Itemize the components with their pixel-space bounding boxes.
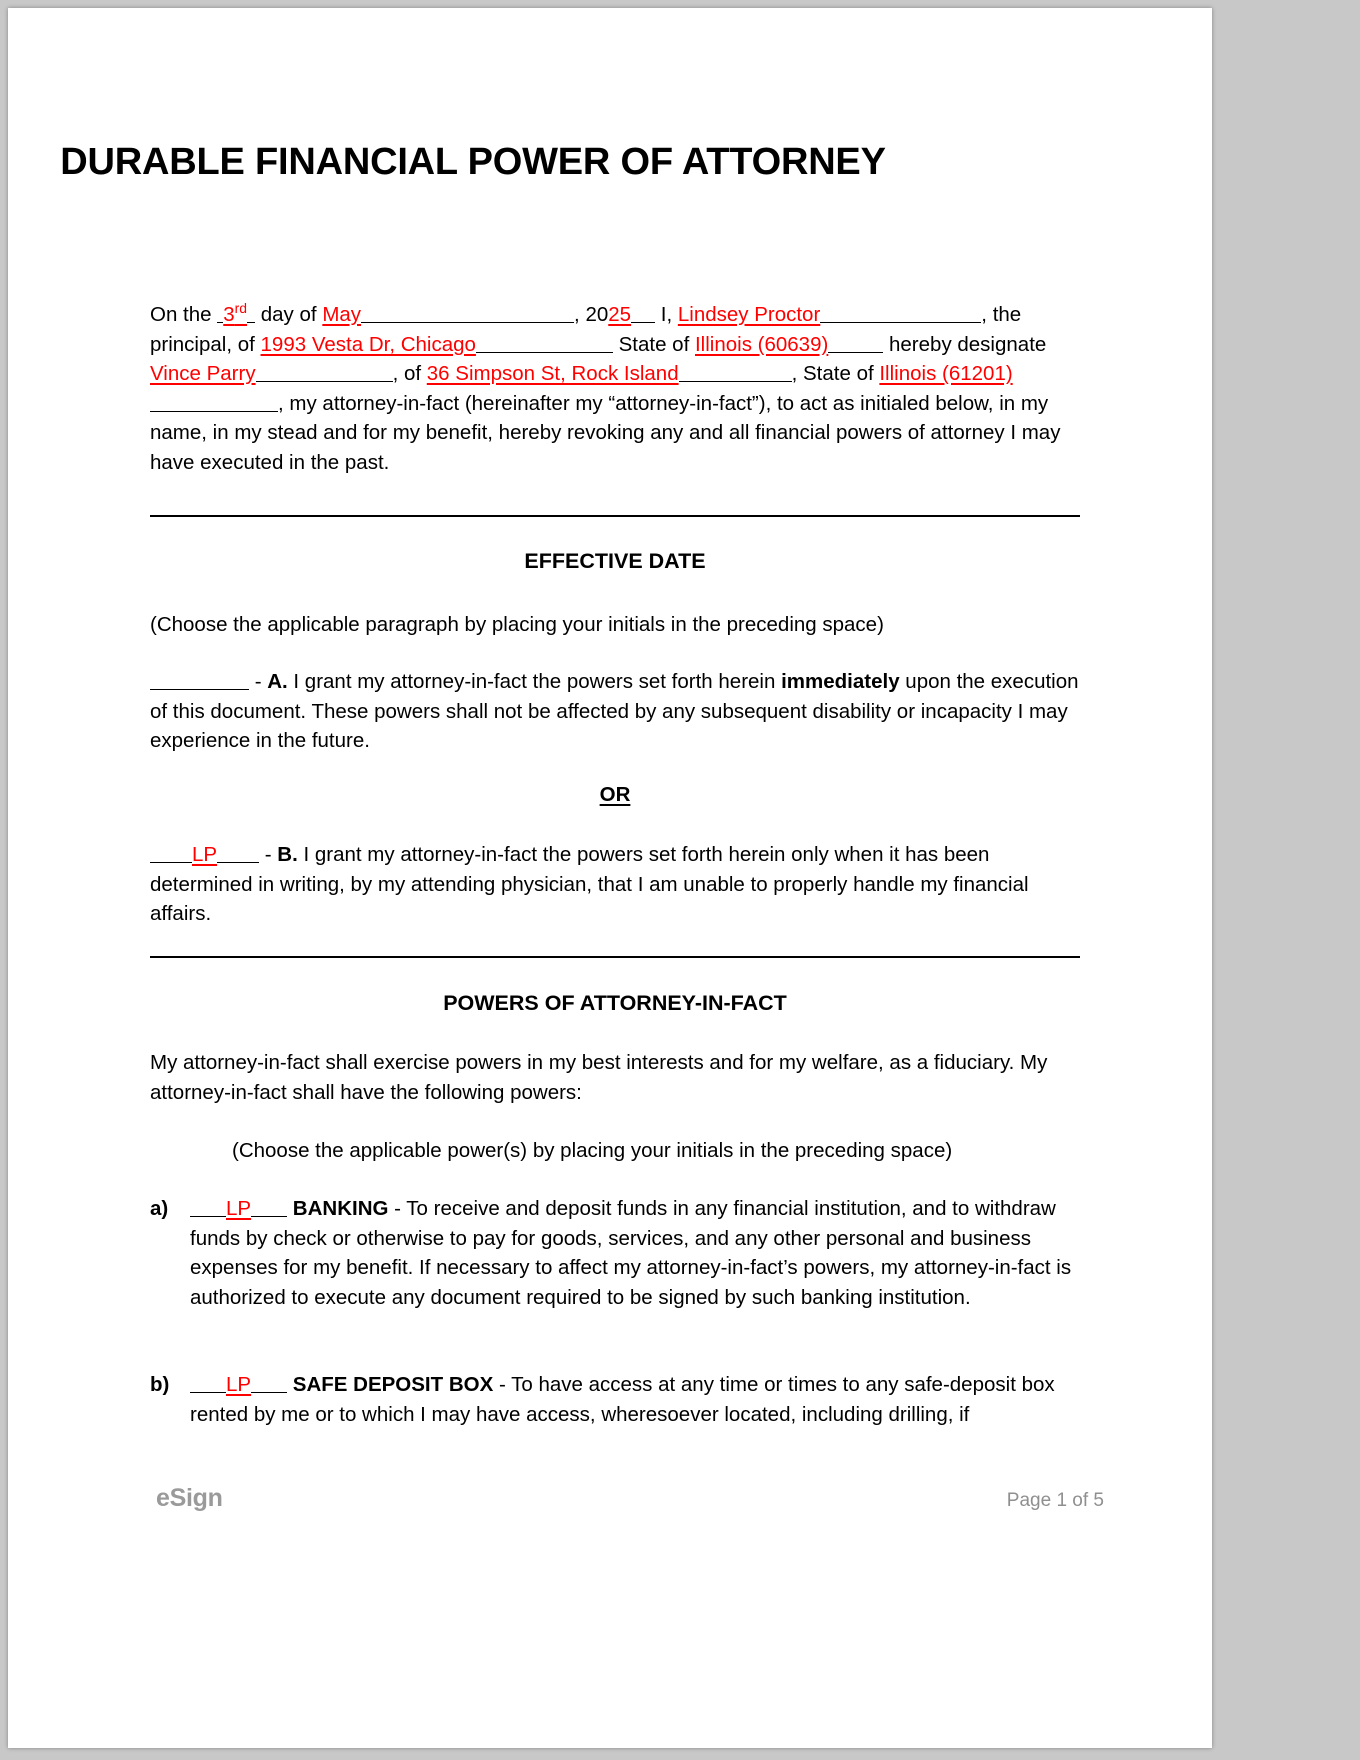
- month-field[interactable]: May: [322, 303, 362, 326]
- intro-text-5: , the principal, of: [150, 303, 1022, 356]
- option-b-label: B.: [277, 843, 298, 866]
- powers-instruction: (Choose the applicable power(s) by placing your initials in the preceding space): [232, 1139, 953, 1162]
- power-a-text: - To receive and deposit funds in any financial institution, and to withdraw funds by check or otherwise to pay for goods, services, and any other personal and business expenses for my benefit. If necessary to affect my attorney-in-fact’s powers, my attorney-in-fact is authorized to execute any document required to be signed by such banking institution.: [190, 1197, 1072, 1309]
- divider-1: [150, 515, 1080, 517]
- option-a-text-after: upon the execution of this document. These powers shall not be affected by any subsequent disability or incapacity I may experience in the future.: [150, 670, 1079, 752]
- day-ordinal-suffix: rd: [234, 300, 248, 317]
- year-field[interactable]: 25: [608, 303, 632, 326]
- power-a-body: [190, 1194, 1082, 1312]
- esign-logo: eSign: [156, 1484, 223, 1512]
- option-a-text-before: I grant my attorney-in-fact the powers set forth herein: [287, 670, 782, 693]
- power-b-body: [190, 1370, 1082, 1429]
- power-b-title: SAFE DEPOSIT BOX: [292, 1373, 494, 1396]
- option-a-label: A.: [267, 670, 288, 693]
- agent-name-field[interactable]: Vince Parry: [150, 362, 256, 385]
- power-b-marker: b): [150, 1373, 170, 1396]
- principal-address-field[interactable]: 1993 Vesta Dr, Chicago: [260, 332, 476, 356]
- intro-text-2: day of: [255, 303, 323, 326]
- divider-2: [150, 956, 1080, 958]
- intro-text-8: , of: [392, 362, 427, 385]
- power-a-marker: a): [150, 1197, 169, 1220]
- document-page: [8, 8, 1212, 1748]
- intro-text-3: , 20: [574, 303, 609, 326]
- intro-text-1: On the: [150, 303, 218, 326]
- powers-intro: My attorney-in-fact shall exercise powers in my best interests and for my welfare, as a fiduciary. My attorney-in-fact shall have the following powers:: [150, 1051, 1048, 1104]
- effective-date-instruction: (Choose the applicable paragraph by placing your initials in the preceding space): [150, 613, 884, 636]
- intro-text-7: hereby designate: [883, 332, 1047, 356]
- power-b-text: - To have access at any time or times to any safe-deposit box rented by me or to which I may have access, wheresoever located, including drilling, if: [190, 1373, 1055, 1426]
- agent-state-field[interactable]: Illinois (61201): [879, 362, 1013, 385]
- page-number: Page 1 of 5: [1006, 1490, 1104, 1511]
- intro-text-9: , State of: [791, 362, 880, 385]
- principal-name-field[interactable]: Lindsey Proctor: [677, 303, 821, 326]
- section-heading-powers: POWERS OF ATTORNEY-IN-FACT: [443, 991, 787, 1015]
- or-separator: OR: [599, 783, 631, 806]
- agent-address-field[interactable]: 36 Simpson St, Rock Island: [426, 362, 679, 385]
- power-a-initials-field[interactable]: LP: [226, 1197, 252, 1220]
- intro-text-6: State of: [612, 332, 695, 356]
- section-heading-effective-date: EFFECTIVE DATE: [524, 549, 706, 573]
- power-b-initials-field[interactable]: LP: [226, 1373, 252, 1396]
- option-a-emphasis: immediately: [781, 670, 900, 693]
- principal-state-field[interactable]: Illinois (60639): [694, 332, 829, 356]
- option-b-initials-field[interactable]: LP: [192, 843, 218, 866]
- option-b-text: I grant my attorney-in-fact the powers set forth herein only when it has been determined in writing, by my attending physician, that I am unable to properly handle my financial affairs.: [150, 843, 1029, 925]
- page-title: DURABLE FINANCIAL POWER OF ATTORNEY: [60, 141, 886, 183]
- list-item: [150, 1194, 1082, 1312]
- option-a-paragraph: - A. I grant my attorney-in-fact the powers set forth herein immediately upon the execution of this document. These powers shall not be affected by any subsequent disability or incapacity I may experience in the future.: [150, 670, 1079, 752]
- list-item: [150, 1370, 1082, 1429]
- option-b-paragraph: LP - B. I grant my attorney-in-fact the powers set forth herein only when it has been determined in writing, by my attending physician, that I am unable to properly handle my financial affairs.: [150, 843, 1029, 925]
- intro-text-10: , my attorney-in-fact (hereinafter my “attorney-in-fact”), to act as initialed below, in my name, in my stead and for my benefit, hereby revoking any and all financial powers of attorney I may have executed in the past.: [150, 391, 1061, 474]
- intro-text-4: I,: [655, 303, 678, 326]
- day-field[interactable]: 3rd: [223, 300, 248, 326]
- power-a-title: BANKING: [292, 1197, 389, 1220]
- intro-paragraph: [150, 300, 1082, 477]
